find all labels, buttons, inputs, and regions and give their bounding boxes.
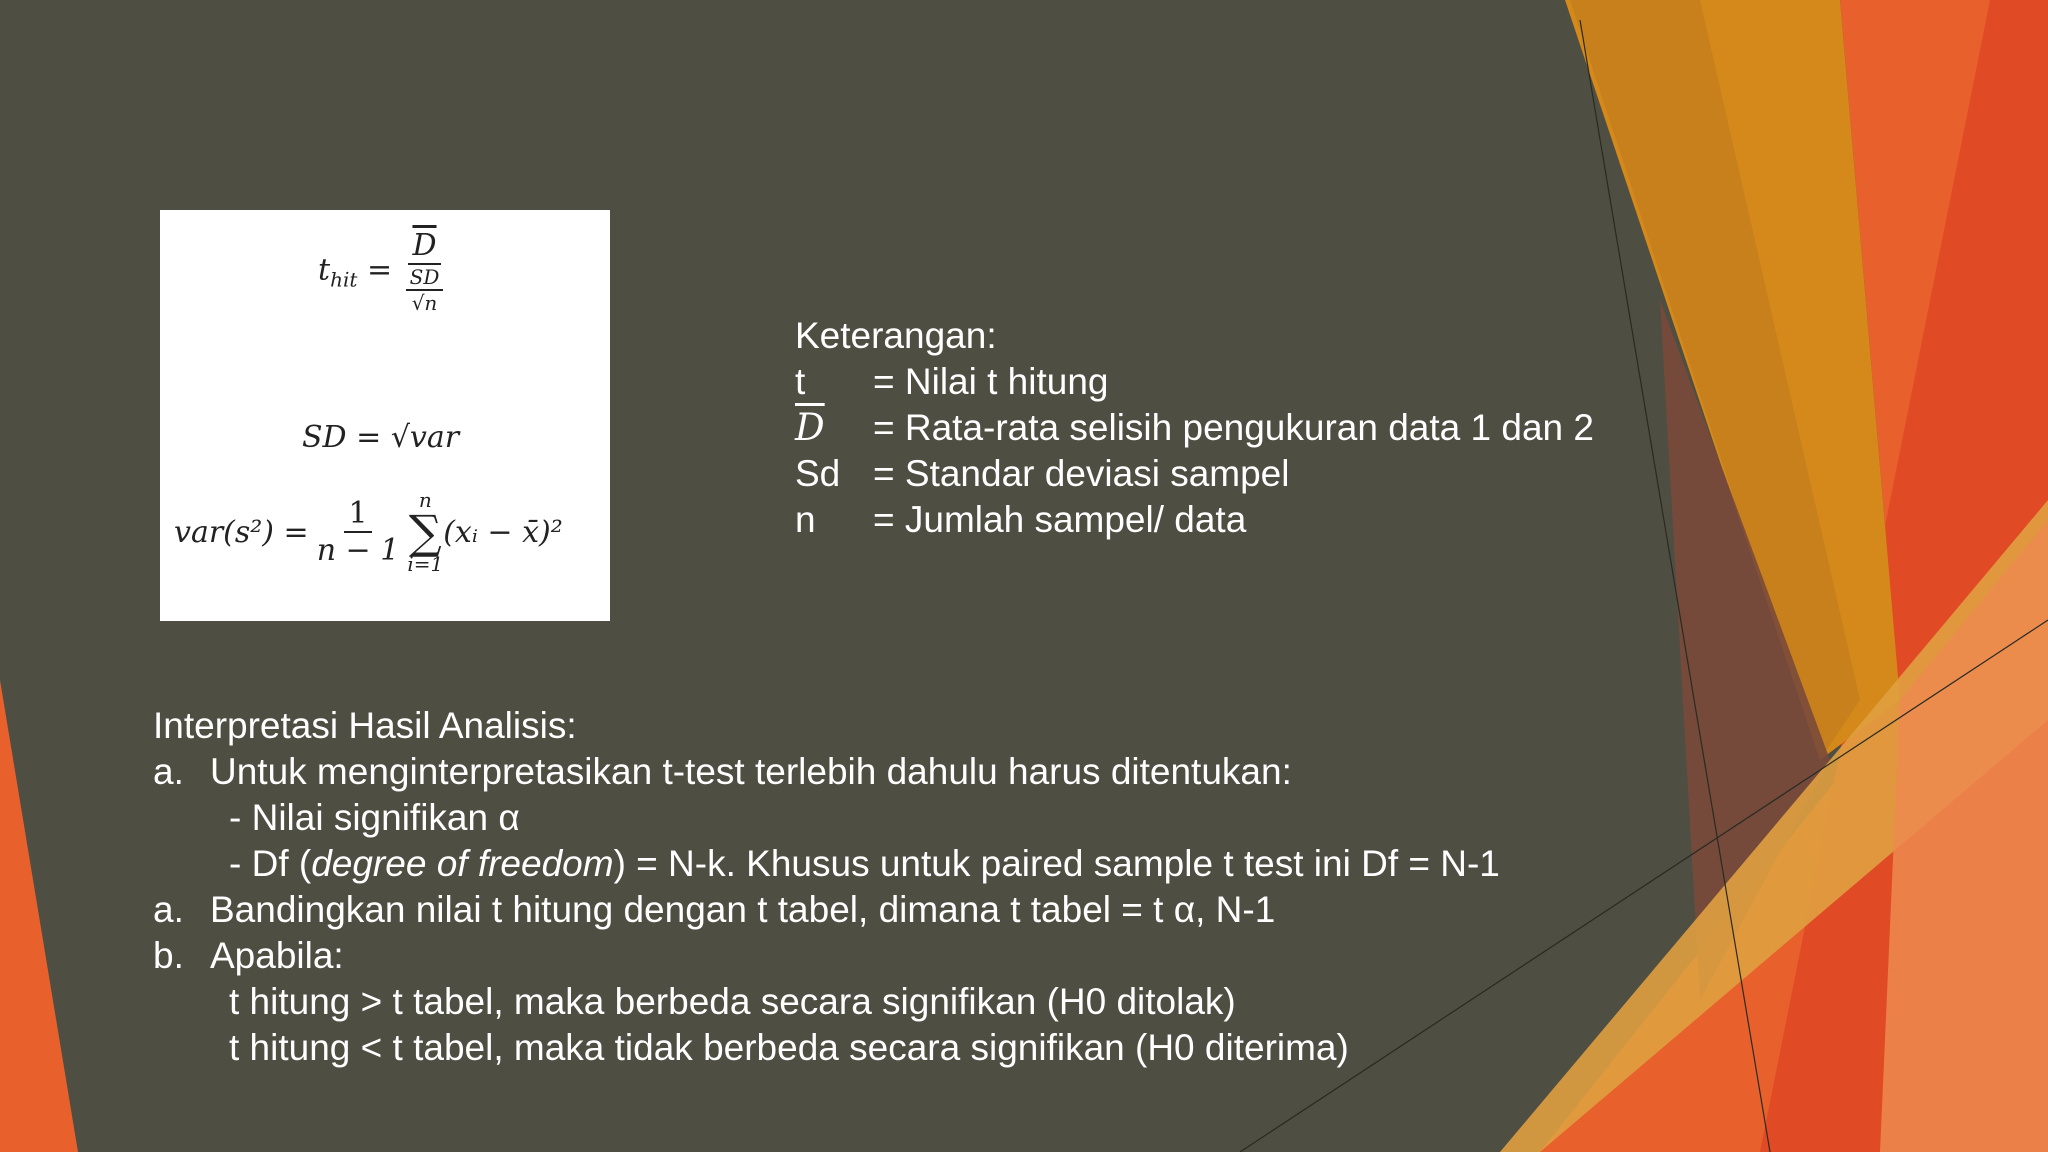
var-fraction xyxy=(313,496,404,568)
condition-line: t hitung > t tabel, maka berbeda secara signifikan (H0 ditolak) xyxy=(229,981,1236,1022)
list-item xyxy=(153,749,1500,795)
t-numerator: $\overline{D}$ xyxy=(408,228,440,265)
sum-bottom: i=1 xyxy=(407,552,444,576)
t-den-bottom: √n xyxy=(411,291,438,315)
var-rhs: (xᵢ − x̄)² xyxy=(443,514,563,550)
keterangan-symbol xyxy=(795,405,873,451)
var-lhs: var(s²) = xyxy=(174,514,309,550)
sum-top: n xyxy=(418,488,432,512)
sub-item-italic: degree of freedom xyxy=(311,843,614,884)
sum-symbol: n ∑ i=1 xyxy=(407,488,444,576)
t-fraction xyxy=(402,228,448,315)
keterangan-row xyxy=(795,451,1594,497)
condition-line: t hitung < t tabel, maka tidak berbeda secara signifikan (H0 diterima) xyxy=(229,1027,1349,1068)
var-frac-den: n − 1 xyxy=(316,533,400,568)
sub-item-post: ) = N-k. Khusus untuk paired sample t test ini Df = N-1 xyxy=(613,843,1500,884)
t-den-top: SD xyxy=(406,265,444,291)
keterangan-symbol: t xyxy=(795,361,806,402)
t-symbol: t xyxy=(318,252,331,288)
list-text: Apabila: xyxy=(210,935,344,976)
d-bar-symbol: $\overline{D}$ xyxy=(795,406,825,449)
keterangan-desc: = Rata-rata selisih pengukuran data 1 dan 2 xyxy=(873,407,1594,448)
keterangan-symbol: Sd xyxy=(795,453,841,494)
list-text: Bandingkan nilai t hitung dengan t tabel, dimana t tabel = t α, N-1 xyxy=(210,889,1276,930)
keterangan-row xyxy=(795,497,1594,543)
sub-item-pre: - Df ( xyxy=(229,843,312,884)
t-denominator xyxy=(402,265,448,315)
keterangan-block xyxy=(795,313,1594,543)
var-formula xyxy=(174,488,563,576)
list-item xyxy=(153,887,1500,933)
interpretasi-title: Interpretasi Hasil Analisis: xyxy=(153,705,577,746)
list-marker: a. xyxy=(153,751,184,792)
formula-image xyxy=(160,210,610,621)
keterangan-symbol: n xyxy=(795,499,816,540)
list-marker: a. xyxy=(153,889,184,930)
list-item xyxy=(153,933,1500,979)
t-hit-formula: $t_{hit}$ = $\frac{\overline{D}}{\frac{SD}{√n}}$ xyxy=(318,228,447,315)
interpretasi-block xyxy=(153,703,1500,1071)
keterangan-desc: = Nilai t hitung xyxy=(873,361,1109,402)
keterangan-desc: = Standar deviasi sampel xyxy=(873,453,1290,494)
list-text: Untuk menginterpretasikan t-test terlebih dahulu harus ditentukan: xyxy=(210,751,1292,792)
list-marker: b. xyxy=(153,935,184,976)
keterangan-title: Keterangan: xyxy=(795,315,997,356)
left-orange-shape xyxy=(0,680,78,1152)
sub-item: - Nilai signifikan α xyxy=(229,797,520,838)
sub-item xyxy=(153,841,1500,887)
sd-formula: SD = √var xyxy=(302,420,460,455)
keterangan-row xyxy=(795,405,1594,451)
keterangan-row xyxy=(795,359,1594,405)
keterangan-desc: = Jumlah sampel/ data xyxy=(873,499,1247,540)
var-frac-num: 1 xyxy=(344,496,371,533)
t-subscript: hit xyxy=(330,267,358,292)
